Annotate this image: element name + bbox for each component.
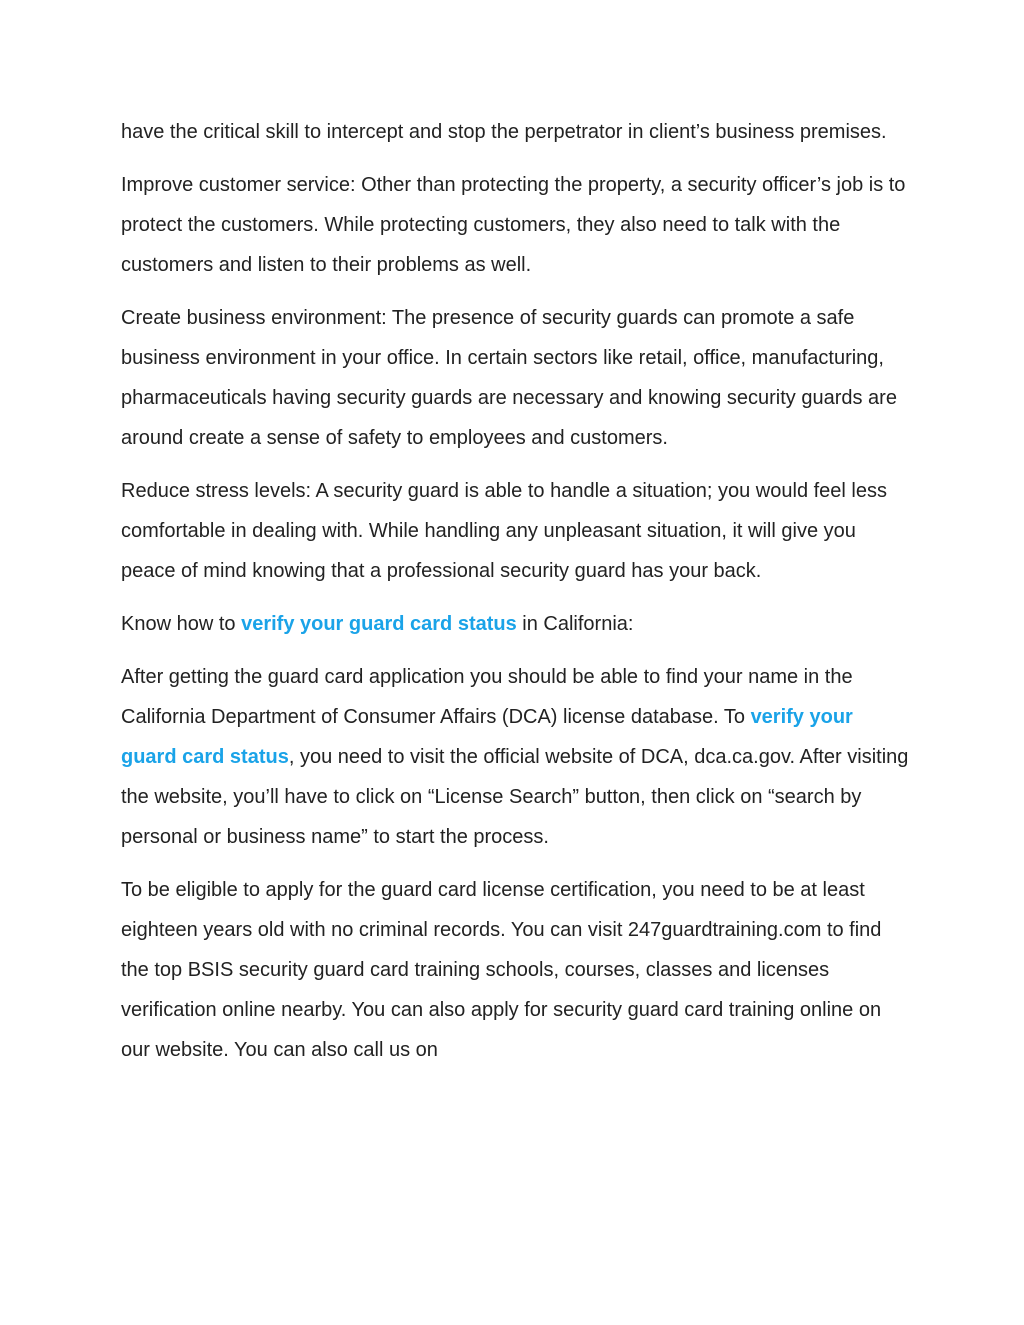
paragraph-stress-levels: Reduce stress levels: A security guard is able to handle a situation; you would feel less comfortable in dealing with. While handling any unpleasant situation, it will give you peace of mind knowing that a professional security guard has your back. [121, 480, 887, 582]
paragraph-business-environment: Create business environment: The presence of security guards can promote a safe business environment in your office. In certain sectors like retail, office, manufacturing, pharmaceuticals having security guards are necessary and knowing security guards are around create a sense of safety to employees and customers. [121, 307, 897, 449]
after-application-text-pre: After getting the guard card application you should be able to find your name in the California Department of Consumer Affairs (DCA) license database. To [121, 666, 853, 728]
know-how-text-pre: Know how to [121, 613, 242, 635]
paragraph-after-application [121, 657, 911, 857]
document-body [121, 112, 911, 1083]
verify-guard-card-link[interactable]: verify your guard card status [241, 613, 517, 635]
paragraph-know-how [121, 604, 911, 644]
know-how-text-post: in California: [516, 613, 634, 635]
paragraph-intercept: have the critical skill to intercept and stop the perpetrator in client’s business premises. [121, 121, 887, 143]
paragraph-eligibility: To be eligible to apply for the guard card license certification, you need to be at least eighteen years old with no criminal records. You can visit 247guardtraining.com to find the top BSIS security guard card training schools, courses, classes and licenses verification online nearby. You can also apply for security guard card training online on our website. You can also call us on [121, 879, 882, 1061]
after-application-text-post: , you need to visit the official website of DCA, dca.ca.gov. After visiting the website, you’ll have to click on “License Search” button, then click on “search by personal or business name” to start the process. [121, 746, 909, 848]
paragraph-customer-service: Improve customer service: Other than protecting the property, a security officer’s job is to protect the customers. While protecting customers, they also need to talk with the customers and listen to their problems as well. [121, 174, 906, 276]
verify-guard-card-link-2[interactable]: verify your guard card status [121, 706, 853, 768]
